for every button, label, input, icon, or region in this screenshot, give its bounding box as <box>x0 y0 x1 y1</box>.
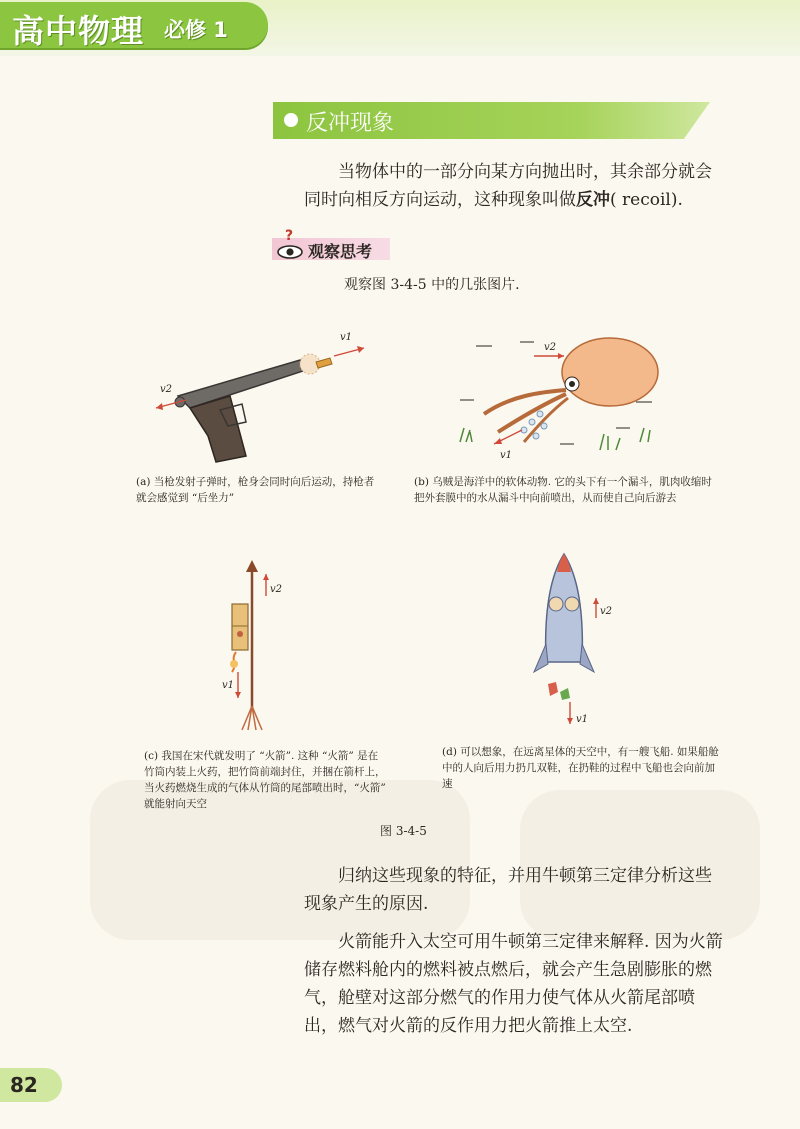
bamboo-tube <box>232 604 248 650</box>
figure-number: 图 3-4-5 <box>380 824 427 838</box>
caption-b: (b) 乌贼是海洋中的软体动物. 它的头下有一个漏斗，肌肉收缩时把外套膜中的水从漏斗中向前喷出，从而使自己向后游去 <box>414 476 712 504</box>
figure-b-squid <box>440 332 680 464</box>
intro-english-term: ( recoil). <box>610 190 683 210</box>
velocity-arrow-v2 <box>593 598 612 618</box>
observe-title: 观察思考 <box>308 242 373 261</box>
thrown-shoes <box>548 682 570 700</box>
label-v1: v1 <box>222 680 235 691</box>
rocket-paragraph: 火箭能升入太空可用牛顿第三定律来解释. 因为火箭储存燃料舱内的燃料被点燃后，就会产生急剧膨胀的燃气，舱壁对这部分燃气的作用力使气体从火箭尾部喷出，燃气对火箭的反作用力把火箭推上太空. <box>304 932 723 1036</box>
intro-text: 当物体中的一部分向某方向抛出时，其余部分就会同时向相反方向运动，这种现象叫做 <box>304 162 712 210</box>
figure-d-spaceship <box>520 552 630 732</box>
velocity-arrow-v1 <box>222 672 241 698</box>
summary-paragraph: 归纳这些现象的特征，并用牛顿第三定律分析这些现象产生的原因. <box>304 866 712 914</box>
velocity-arrow-v1 <box>334 332 364 356</box>
velocity-arrow-v1 <box>494 430 522 461</box>
gun-illustration <box>175 354 332 462</box>
label-v1: v1 <box>340 332 353 343</box>
svg-text:?: ? <box>285 228 294 244</box>
page-number: 82 <box>10 1073 38 1097</box>
caption-a: (a) 当枪发射子弹时，枪身会同时向后运动，持枪者就会感觉到 “后坐力” <box>136 476 375 504</box>
figure-c-fire-arrow <box>214 560 294 732</box>
bullet-dot-icon <box>284 113 298 127</box>
caption-d: (d) 可以想象，在远离星体的天空中，有一艘飞船. 如果船舱中的人向后用力扔几双鞋，在扔鞋的过程中飞船也会向前加速 <box>442 746 719 790</box>
label-v1: v1 <box>500 450 513 461</box>
label-v2: v2 <box>544 342 557 353</box>
velocity-arrow-v2 <box>263 574 282 596</box>
label-v2: v2 <box>600 606 613 617</box>
figure-a-gun <box>150 326 370 466</box>
spaceship-illustration <box>534 554 594 672</box>
velocity-arrow-v2 <box>534 342 564 359</box>
section-title: 反冲现象 <box>306 111 395 136</box>
term-recoil: 反冲 <box>576 190 610 210</box>
book-subtitle: 必修 1 <box>164 18 228 42</box>
label-v2: v2 <box>270 584 283 595</box>
velocity-arrow-v1 <box>567 702 588 725</box>
intro-paragraph <box>304 158 724 214</box>
label-v2: v2 <box>160 384 173 395</box>
seaweed <box>460 428 650 450</box>
exhaust-flame <box>230 652 238 672</box>
book-title: 高中物理 <box>12 12 145 50</box>
observe-instruction: 观察图 3-4-5 中的几张图片. <box>344 277 520 293</box>
squid-illustration <box>484 338 658 442</box>
caption-c: (c) 我国在宋代就发明了 “火箭”. 这种 “火箭” 是在竹筒内装上火药，把竹筒前端封住，并捆在箭杆上，当火药燃烧生成的气体从竹筒的尾部喷出时，“火箭” 就能射向天空 <box>144 750 386 810</box>
label-v1: v1 <box>576 714 589 725</box>
observe-eye-question-icon <box>276 226 304 264</box>
